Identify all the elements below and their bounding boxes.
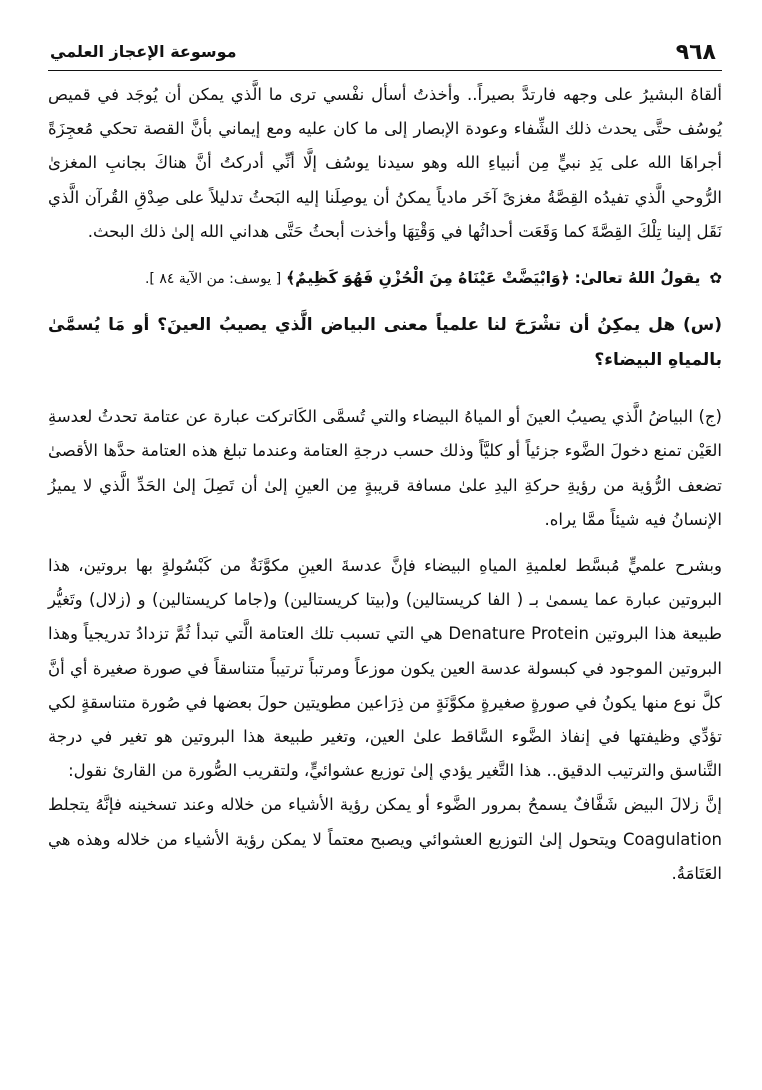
answer-paragraph-2: وبشرح علميٍّ مُبسَّط لعلميةِ المياهِ البيضاء فإنَّ عدسةَ العينِ مكوَّنَةٌ من كَبْسُولةٍ بها بروتين، هذا البروتين عبارة عما يسمىٰ بـ ( الفا كريستالين) و(بيتا كريستالين) و(جاما كريستالين) و (زلال) وتَغيُّر طبيعة هذا البروتين Denature Protein هي التي تسبب تلك العتامة الَّتي تبدأ ثُمَّ تزدادُ تدريجياً وهذا البروتين الموجود في كبسولة عدسة العين يكون موزعاً ومرتباً ترتيباً متناسقاً في صورة صغيرة أي أنَّ كلَّ نوع منها يكونُ في صورةٍ صغيرةٍ مكوَّنَةٍ من ذِرَاعين مطويتين حولَ بعضها في صُورة متناسقةٍ لكي تؤدِّي وظيفتها في إنفاذ الضَّوء السَّاقط علىٰ العين، وتغير طبيعة هذا البروتين هو تغير في درجة التَّناسق والترتيب الدقيق.. هذا التَّغير يؤدي إلىٰ توزيع عشوائيٍّ، ولتقريب الصُّورة من القارئ نقول: [48,556,722,781]
page-number: ٩٦٨ [675,40,716,65]
running-title: موسوعة الإعجاز العلمي [50,42,237,61]
verse-reference: [ يوسف: من الآية ٨٤ ]. [144,271,282,288]
verse-intro: يقولُ اللهُ تعالىٰ: [574,269,701,288]
question-paragraph: (س) هل يمكِنُ أن تشْرَحَ لنا علمياً معنى البياض الَّذي يصيبُ العينَ؟ أو مَا يُسمَّىٰ بالمياهِ البيضاء؟ [48,315,722,371]
flower-bullet-icon: ✿ [709,269,722,288]
intro-paragraph: ألقاهُ البشيرُ على وجهه فارتدَّ بصيراً.. وأخذتُ أسأل نفْسي ترى ما الَّذي يمكن أن يُوجَد في قميص يُوسُف حتَّى يحدث ذلك الشِّفاء وعودة الإبصار إلى ما كان عليه ومع إيماني بأنَّ القصة تحكي مُعجِزَةً أجراهَا الله على يَدِ نبيٍّ مِن أنبياءِ الله وهو سيدنا يوسُف إلَّا أنِّي أدركتُ أنَّ هناكَ بجانبِ المغزىٰ الرُّوحي الَّذي تفيدُه القِصَّةُ مغزىً آخَر مادياً يمكنُ أن يوصِلَنا إليه البَحثُ تدليلاً على صِدْقِ القُرآن الَّذي نَقَل إلينا تِلْكَ القِصَّةَ كما وَقَعَت أحداثُها في وَقْتِهَا وأخذت أبحثُ حَتَّى هداني الله إلىٰ ذلك البحث. [48,85,722,241]
page-header [48,0,722,71]
page-body [48,71,722,891]
answer-paragraph-3: إنَّ زلالَ البيض شَفَّافٌ يسمحُ بمرور الضَّوء أو يمكن رؤية الأشياء من خلاله وعند تسخينه فإنَّهُ يتجلط Coagulation ويتحول إلىٰ التوزيع العشوائي ويصبح معتماً لا يمكن رؤية الأشياء من خلاله وهذه هي العَتَامَةُ. [48,795,722,883]
verse-line [48,261,722,296]
answer-paragraph-1: (ج) البياضُ الَّذي يصيبُ العينَ أو المياهُ البيضاء والتي تُسمَّى الكَاتركت عبارة عن عتامة تحدثُ لعدسةِ العَيْن تمنع دخولَ الضَّوء جزئياً أو كليَّاً وذلك حسب درجةِ العتامة وعندما تبلغ هذه العتامة حدَّها الأقصىٰ تضعف الرُّؤية من رؤيةِ حركةِ اليدِ علىٰ مسافة قريبةٍ مِن العينِ إلىٰ أن تَصِلَ إلىٰ الحَدِّ الَّذي لا يميزُ الإنسانُ فيه شيئاً ممَّا يراه. [48,407,722,529]
quran-verse: ﴿وَابْيَضَّتْ عَيْنَاهُ مِنَ الْحُزْنِ فَهُوَ كَظِيمٌ﴾ [286,269,570,288]
